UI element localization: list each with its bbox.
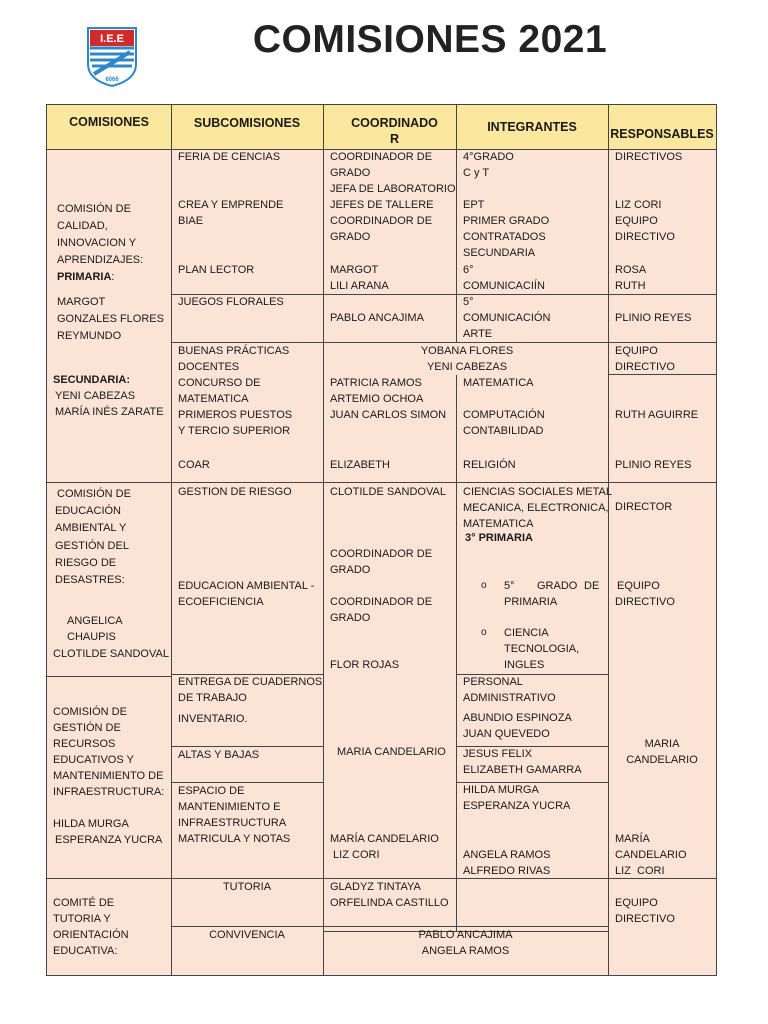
subcommission-label: PRIMEROS PUESTOS bbox=[178, 409, 293, 421]
header-integrantes: INTEGRANTES bbox=[487, 120, 577, 134]
commission-name: MANTENIMIENTO DE bbox=[53, 770, 164, 782]
members-text: COMPUTACIÓN bbox=[463, 409, 545, 421]
header-responsables: RESPONSABLES bbox=[610, 127, 714, 141]
subcommission-label: MATRICULA Y NOTAS bbox=[178, 833, 291, 845]
responsible-text: ROSA bbox=[615, 264, 647, 276]
members-text: PRIMARIA bbox=[504, 596, 558, 608]
coordinator-text: GRADO bbox=[330, 231, 371, 243]
coordinator-text: GLADYZ TINTAYA bbox=[330, 881, 421, 893]
responsible-text: MARIA bbox=[644, 738, 680, 750]
responsible-text: LIZ CORI bbox=[615, 865, 665, 877]
subcommission-label: BUENAS PRÁCTICAS bbox=[178, 345, 290, 357]
subcommission-label: ENTREGA DE CUADERNOS bbox=[178, 676, 323, 688]
members-text: ESPERANZA YUCRA bbox=[463, 800, 571, 812]
members-text: PERSONAL bbox=[463, 676, 523, 688]
subcommission-label: JUEGOS FLORALES bbox=[178, 296, 284, 308]
members-text: SECUNDARIA bbox=[463, 247, 536, 259]
coordinator-text: ELIZABETH bbox=[330, 459, 390, 471]
commission-name: DESASTRES: bbox=[55, 574, 125, 586]
members-text: TECNOLOGIA, bbox=[504, 643, 580, 655]
coordinator-text: LIZ CORI bbox=[330, 849, 380, 861]
responsible-text: DIRECTOR bbox=[615, 501, 673, 513]
subcommission-label: ALTAS Y BAJAS bbox=[178, 749, 260, 761]
merged-coordinator-text: ANGELA RAMOS bbox=[421, 945, 510, 957]
member-name: CHAUPIS bbox=[67, 631, 116, 643]
subcommission-label: FERIA DE CENCIAS bbox=[178, 151, 281, 163]
members-text: COMUNICACIÍN bbox=[463, 280, 545, 292]
members-text: GRADO bbox=[537, 580, 578, 592]
responsible-text: EQUIPO bbox=[615, 215, 658, 227]
member-name: ANGELICA bbox=[67, 615, 123, 627]
members-text: ELIZABETH GAMARRA bbox=[463, 764, 582, 776]
commission-name: AMBIENTAL Y bbox=[55, 522, 127, 534]
members-text: C y T bbox=[463, 167, 490, 179]
member-name: MARGOT bbox=[57, 296, 106, 308]
member-name: GONZALES FLORES bbox=[57, 313, 164, 325]
responsible-text: PLINIO REYES bbox=[615, 312, 692, 324]
responsible-text: DIRECTIVOS bbox=[615, 151, 683, 163]
responsible-text: LIZ CORI bbox=[615, 199, 662, 211]
coordinator-text: LILI ARANA bbox=[330, 280, 389, 292]
commission-name: COMISIÓN DE bbox=[57, 203, 131, 215]
members-text: MATEMATICA bbox=[463, 377, 534, 389]
subcommission-label: GESTION DE RIESGO bbox=[178, 486, 292, 498]
subcommission-label: COAR bbox=[178, 459, 210, 471]
secundaria-label: SECUNDARIA: bbox=[53, 374, 130, 386]
coordinator-text: MARÍA CANDELARIO bbox=[330, 833, 439, 845]
svg-text:I.E.E: I.E.E bbox=[100, 33, 124, 45]
commission-name: INFRAESTRUCTURA: bbox=[53, 786, 165, 798]
responsible-text: MARÍA bbox=[615, 833, 650, 845]
members-text: MECANICA, ELECTRONICA, bbox=[463, 502, 609, 514]
responsible-text: CANDELARIO bbox=[626, 754, 698, 766]
commission-name: COMITÉ DE bbox=[53, 897, 115, 909]
members-text: MATEMATICA bbox=[463, 518, 534, 530]
coordinator-text: ORFELINDA CASTILLO bbox=[330, 897, 449, 909]
coordinator-text: COORDINADOR DE bbox=[330, 548, 433, 560]
coordinator-text: COORDINADOR DE bbox=[330, 596, 433, 608]
member-name: MARÍA INÉS ZARATE bbox=[55, 406, 164, 418]
responsible-text: EQUIPO bbox=[615, 345, 658, 357]
subcommission-label: TUTORIA bbox=[222, 881, 272, 893]
coordinator-text: COORDINADOR DE bbox=[330, 215, 433, 227]
responsible-text: PLINIO REYES bbox=[615, 459, 692, 471]
merged-coordinator-text: PABLO ANCAJIMA bbox=[418, 929, 513, 941]
subcommission-label: DOCENTES bbox=[178, 361, 240, 373]
coordinator-text: MARIA CANDELARIO bbox=[337, 746, 446, 758]
member-name: REYMUNDO bbox=[57, 330, 122, 342]
members-text: INGLES bbox=[504, 659, 545, 671]
commission-name: EDUCACIÓN bbox=[55, 505, 122, 517]
members-text: JUAN QUEVEDO bbox=[463, 728, 550, 740]
commission-name: APRENDIZAJES: bbox=[57, 254, 144, 266]
school-crest-logo bbox=[84, 24, 140, 88]
responsible-text: CANDELARIO bbox=[615, 849, 687, 861]
commission-name: INNOVACION Y bbox=[57, 237, 137, 249]
members-text: COMUNICACIÓN bbox=[463, 312, 551, 324]
header-coordinador: COORDINADO bbox=[351, 116, 438, 130]
header-subcomisiones: SUBCOMISIONES bbox=[193, 116, 301, 130]
members-text: RELIGIÓN bbox=[463, 459, 516, 471]
members-text-bold: 3° PRIMARIA bbox=[465, 532, 533, 544]
commission-name: RECURSOS bbox=[53, 738, 116, 750]
members-text: CONTRATADOS bbox=[463, 231, 546, 243]
commission-name: RIESGO DE bbox=[55, 557, 117, 569]
coordinator-text: GRADO bbox=[330, 612, 371, 624]
members-text: ARTE bbox=[463, 328, 493, 340]
subcommission-label: BIAE bbox=[178, 215, 204, 227]
svg-text:6066: 6066 bbox=[105, 77, 119, 83]
members-text: CIENCIAS SOCIALES METAL bbox=[463, 486, 612, 498]
responsible-text: DIRECTIVO bbox=[615, 913, 675, 925]
header-comisiones: COMISIONES bbox=[69, 115, 149, 129]
coordinator-text: GRADO bbox=[330, 167, 371, 179]
members-text: ADMINISTRATIVO bbox=[463, 692, 556, 704]
coordinator-text: PABLO ANCAJIMA bbox=[330, 312, 424, 324]
members-text: ANGELA RAMOS bbox=[463, 849, 551, 861]
members-text: CONTABILIDAD bbox=[463, 425, 544, 437]
coordinator-text: COORDINADOR DE bbox=[330, 151, 433, 163]
subcommission-label: DE TRABAJO bbox=[178, 692, 247, 704]
member-name: CLOTILDE SANDOVAL bbox=[53, 648, 169, 660]
members-text: JESUS FELIX bbox=[463, 748, 533, 760]
commission-name: GESTIÓN DEL bbox=[55, 540, 129, 552]
member-name: HILDA MURGA bbox=[53, 818, 129, 830]
bullet-icon: o bbox=[481, 580, 487, 591]
responsible-text: DIRECTIVO bbox=[615, 231, 675, 243]
responsible-text: RUTH bbox=[615, 280, 646, 292]
responsible-text: DIRECTIVO bbox=[615, 361, 675, 373]
members-text: CIENCIA bbox=[504, 627, 549, 639]
commissions-table bbox=[46, 104, 717, 976]
subcommission-label: CONCURSO DE bbox=[178, 377, 261, 389]
member-name: YENI CABEZAS bbox=[55, 390, 136, 402]
responsible-text: EQUIPO bbox=[617, 580, 660, 592]
members-text: 6° bbox=[463, 264, 474, 276]
member-name: ESPERANZA YUCRA bbox=[55, 834, 163, 846]
members-text: ABUNDIO ESPINOZA bbox=[463, 712, 572, 724]
commission-name: CALIDAD, bbox=[57, 220, 108, 232]
primaria-label: PRIMARIA: bbox=[57, 271, 115, 283]
commission-name: EDUCATIVOS Y bbox=[53, 754, 134, 766]
merged-coordinator-text: YENI CABEZAS bbox=[426, 361, 508, 373]
subcommission-label: PLAN LECTOR bbox=[178, 264, 255, 276]
responsible-text: EQUIPO bbox=[615, 897, 658, 909]
coordinator-text: JEFES DE TALLERE bbox=[330, 199, 434, 211]
coordinator-text: FLOR ROJAS bbox=[330, 659, 400, 671]
subcommission-label: MANTENIMIENTO E bbox=[178, 801, 281, 813]
members-text: 4°GRADO bbox=[463, 151, 514, 163]
coordinator-text: GRADO bbox=[330, 564, 371, 576]
coordinator-text: PATRICIA RAMOS bbox=[330, 377, 422, 389]
members-text: EPT bbox=[463, 199, 485, 211]
subcommission-label: CREA Y EMPRENDE bbox=[178, 199, 284, 211]
commission-name: EDUCATIVA: bbox=[53, 945, 118, 957]
subcommission-label: EDUCACION AMBIENTAL - bbox=[178, 580, 315, 592]
coordinator-text: JEFA DE LABORATORIO bbox=[330, 183, 456, 195]
subcommission-label: INFRAESTRUCTURA bbox=[178, 817, 287, 829]
header-coordinador-wrap: R bbox=[389, 132, 400, 146]
commission-name: COMISIÓN DE bbox=[53, 706, 127, 718]
coordinator-text: MARGOT bbox=[330, 264, 379, 276]
subcommission-label: Y TERCIO SUPERIOR bbox=[178, 425, 291, 437]
subcommission-label: ESPACIO DE bbox=[178, 785, 245, 797]
merged-coordinator-text: YOBANA FLORES bbox=[420, 345, 514, 357]
responsible-text: RUTH AGUIRRE bbox=[615, 409, 699, 421]
commission-name: GESTIÓN DE bbox=[53, 722, 121, 734]
coordinator-text: ARTEMIO OCHOA bbox=[330, 393, 424, 405]
members-text: HILDA MURGA bbox=[463, 784, 539, 796]
subcommission-label: CONVIVENCIA bbox=[209, 929, 285, 941]
members-text: 5° bbox=[463, 296, 474, 308]
subcommission-label: INVENTARIO. bbox=[178, 713, 248, 725]
responsible-text: DIRECTIVO bbox=[615, 596, 675, 608]
commission-name: COMISIÓN DE bbox=[57, 488, 131, 500]
bullet-icon: o bbox=[481, 627, 487, 638]
page-title: COMISIONES 2021 bbox=[252, 18, 608, 61]
members-text: DE bbox=[584, 580, 600, 592]
subcommission-label: ECOEFICIENCIA bbox=[178, 596, 264, 608]
subcommission-label: MATEMATICA bbox=[178, 393, 249, 405]
members-text: PRIMER GRADO bbox=[463, 215, 550, 227]
members-text: 5° bbox=[504, 580, 515, 592]
commission-name: ORIENTACIÓN bbox=[53, 929, 129, 941]
coordinator-text: JUAN CARLOS SIMON bbox=[330, 409, 447, 421]
coordinator-text: CLOTILDE SANDOVAL bbox=[330, 486, 446, 498]
members-text: ALFREDO RIVAS bbox=[463, 865, 551, 877]
commission-name: TUTORIA Y bbox=[53, 913, 111, 925]
